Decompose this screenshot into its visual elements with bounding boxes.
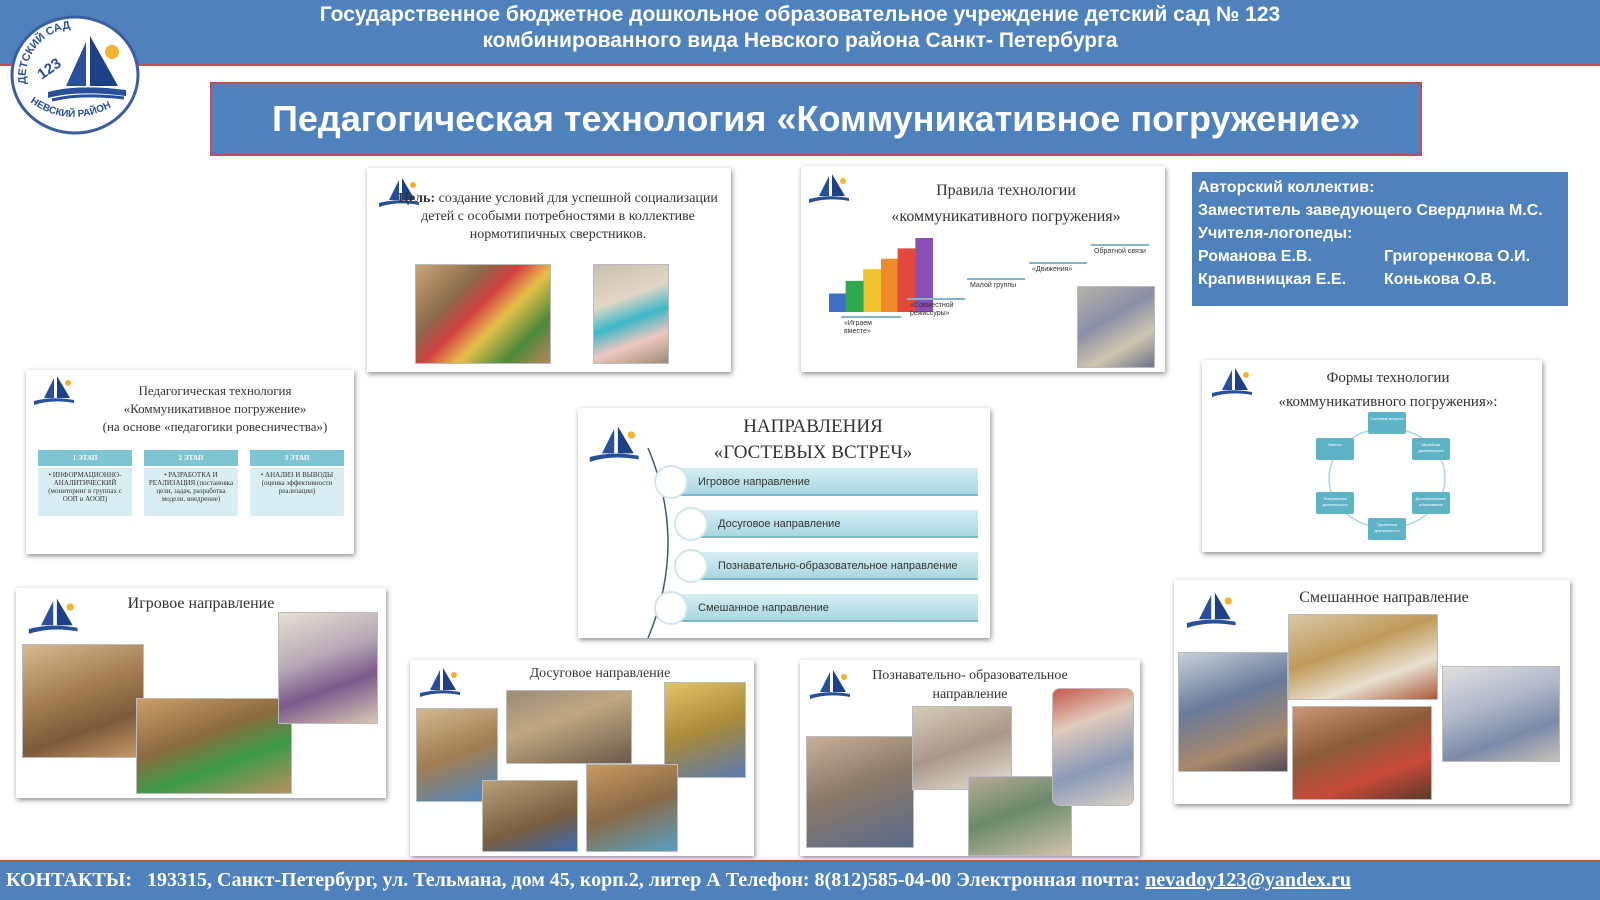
mixed-photo-3	[1292, 706, 1432, 800]
leisure-title: Досуговое направление	[529, 666, 671, 681]
stage-3-header: 3 ЭТАП	[250, 450, 344, 466]
authors-teachers-heading: Учителя-логопеды:	[1198, 225, 1353, 242]
cognitive-slide	[800, 660, 1140, 856]
direction-item: Смешанное направление	[668, 594, 978, 622]
stages-title-line1: Педагогическая технология	[138, 383, 292, 398]
stage-2-header: 2 ЭТАП	[144, 450, 238, 466]
direction-bullet	[674, 507, 708, 541]
forms-node: Театральная деятельность	[1316, 492, 1354, 514]
forms-title-line2: «коммуникативного погружения»:	[1278, 394, 1498, 410]
sailboat-logo-icon	[30, 374, 76, 410]
contacts-email-link[interactable]: nevadoy123@yandex.ru	[1145, 869, 1352, 891]
sailboat-logo-icon	[24, 596, 80, 640]
game-slide	[16, 588, 386, 798]
stage-2-body: • РАЗРАБОТКА И РЕАЛИЗАЦИЯ (постановка цели, задач, разработка модели, внедрение)	[144, 468, 238, 516]
forms-node: Дополнительное образование	[1412, 492, 1450, 514]
rules-title-line2: «коммуникативного погружения»	[891, 208, 1121, 225]
stages-title-line2: «Коммуникативное погружение»	[123, 401, 307, 416]
forms-title-line1: Формы технологии	[1326, 370, 1450, 386]
institution-name	[150, 2, 1450, 54]
forms-node: Гостевые встречи	[1368, 412, 1406, 434]
directions-slide	[578, 408, 990, 638]
sailboat-logo-icon	[805, 172, 851, 208]
leisure-photo-2	[506, 690, 632, 764]
contacts-label: КОНТАКТЫ:	[6, 869, 133, 891]
goal-slide	[367, 168, 731, 372]
contacts-phone: Телефон: 8(812)585-04-00	[725, 869, 952, 891]
goal-label: Цель:	[398, 191, 436, 206]
logo-number: 123	[34, 54, 65, 84]
authors-heading: Авторский коллектив:	[1198, 179, 1375, 196]
forms-slide	[1202, 360, 1542, 552]
stages-slide	[26, 370, 354, 554]
rule-step-2: «Совместной режиссуры»	[907, 298, 965, 320]
forms-title	[1242, 366, 1534, 414]
logo-top-text: ДЕТСКИЙ САД	[16, 19, 72, 85]
goal-photo-2	[593, 264, 669, 364]
cognitive-title-line2: направление	[932, 687, 1008, 702]
cognitive-photo-4	[1052, 688, 1134, 806]
direction-item: Познавательно-образовательное направление	[688, 552, 978, 580]
rules-title-line1: Правила технологии	[936, 182, 1076, 199]
game-photo-1	[22, 644, 144, 758]
game-photo-2	[136, 698, 292, 794]
goal-text	[395, 190, 721, 244]
rule-step-3: Малой группы	[967, 278, 1025, 292]
kindergarten-logo	[8, 14, 142, 136]
sailboat-logo-icon	[806, 668, 852, 704]
mixed-slide	[1174, 580, 1570, 804]
author-name: Романова Е.В.	[1198, 248, 1312, 265]
rule-step-5: Обратной связи	[1091, 244, 1149, 258]
author-name: Конькова О.В.	[1384, 271, 1497, 288]
stages-title-line3: (на основе «педагогики ровесничества»)	[102, 419, 328, 434]
mixed-photo-4	[1442, 666, 1560, 762]
cognitive-photo-1	[806, 736, 914, 848]
stage-3-body: • АНАЛИЗ И ВЫВОДЫ (оценка эффективности реализации)	[250, 468, 344, 516]
mixed-photo-1	[1178, 652, 1288, 772]
authors-box	[1192, 172, 1568, 306]
leisure-photo-4	[482, 780, 578, 852]
contacts-email-label: Электронная почта:	[956, 869, 1141, 891]
mixed-photo-2	[1288, 614, 1438, 700]
author-name: Григоренкова О.И.	[1384, 248, 1531, 265]
forms-node: Музейная деятельность	[1412, 438, 1450, 460]
rules-photo	[1077, 286, 1155, 368]
rules-slide	[801, 166, 1165, 372]
sailboat-logo-icon	[416, 666, 462, 702]
contacts-footer	[0, 860, 1600, 900]
stages-title	[82, 382, 348, 436]
forms-node: Проектная деятельность	[1368, 518, 1406, 540]
direction-bullet	[654, 465, 688, 499]
sailboat-logo-icon	[1182, 590, 1238, 634]
page-title: Педагогическая технология «Коммуникативное погружение»	[210, 82, 1422, 156]
game-title: Игровое направление	[127, 595, 275, 612]
contacts-address: 193315, Санкт-Петербург, ул. Тельмана, дом 45, корп.2, литер А	[147, 869, 721, 891]
directions-title-line1: НАПРАВЛЕНИЯ	[743, 416, 883, 437]
leisure-photo-5	[586, 764, 678, 852]
logo-bottom-text: НЕВСКИЙ РАЙОН	[28, 95, 113, 121]
direction-item: Игровое направление	[668, 468, 978, 496]
directions-title-line2: «ГОСТЕВЫХ ВСТРЕЧ»	[713, 442, 913, 463]
institution-name-line1: Государственное бюджетное дошкольное образовательное учреждение детский сад № 123	[319, 3, 1281, 26]
stage-1-header: 1 ЭТАП	[38, 450, 132, 466]
goal-description: создание условий для успешной социализации детей с особыми потребностями в коллективе нормотипичных сверстников.	[421, 191, 718, 242]
rule-step-1: «Играем вместе»	[841, 316, 901, 338]
leisure-slide	[410, 660, 754, 856]
direction-bullet	[674, 549, 708, 583]
stage-1-body: • ИНФОРМАЦИОННО-АНАЛИТИЧЕСКИЙ (мониторинг в группах с ООП и АООП)	[38, 468, 132, 516]
goal-photo-1	[415, 264, 551, 364]
author-name: Крапивницкая Е.Е.	[1198, 271, 1347, 288]
rules-title	[861, 178, 1151, 230]
authors-row	[1198, 245, 1562, 268]
authors-row	[1198, 268, 1562, 291]
directions-title	[678, 414, 948, 466]
sailboat-logo-icon	[584, 424, 642, 468]
forms-node: Квесты	[1316, 438, 1354, 460]
institution-name-line2: комбинированного вида Невского района Санкт- Петербурга	[482, 29, 1118, 52]
cognitive-title-line1: Познавательно- образовательное	[872, 668, 1068, 683]
game-photo-3	[278, 612, 378, 724]
direction-item: Досуговое направление	[688, 510, 978, 538]
header-band	[0, 0, 1600, 66]
direction-bullet	[654, 591, 688, 625]
rule-step-4: «Движения»	[1029, 262, 1087, 276]
authors-deputy: Заместитель заведующего Свердлина М.С.	[1198, 202, 1543, 219]
mixed-title: Смешанное направление	[1299, 589, 1469, 606]
